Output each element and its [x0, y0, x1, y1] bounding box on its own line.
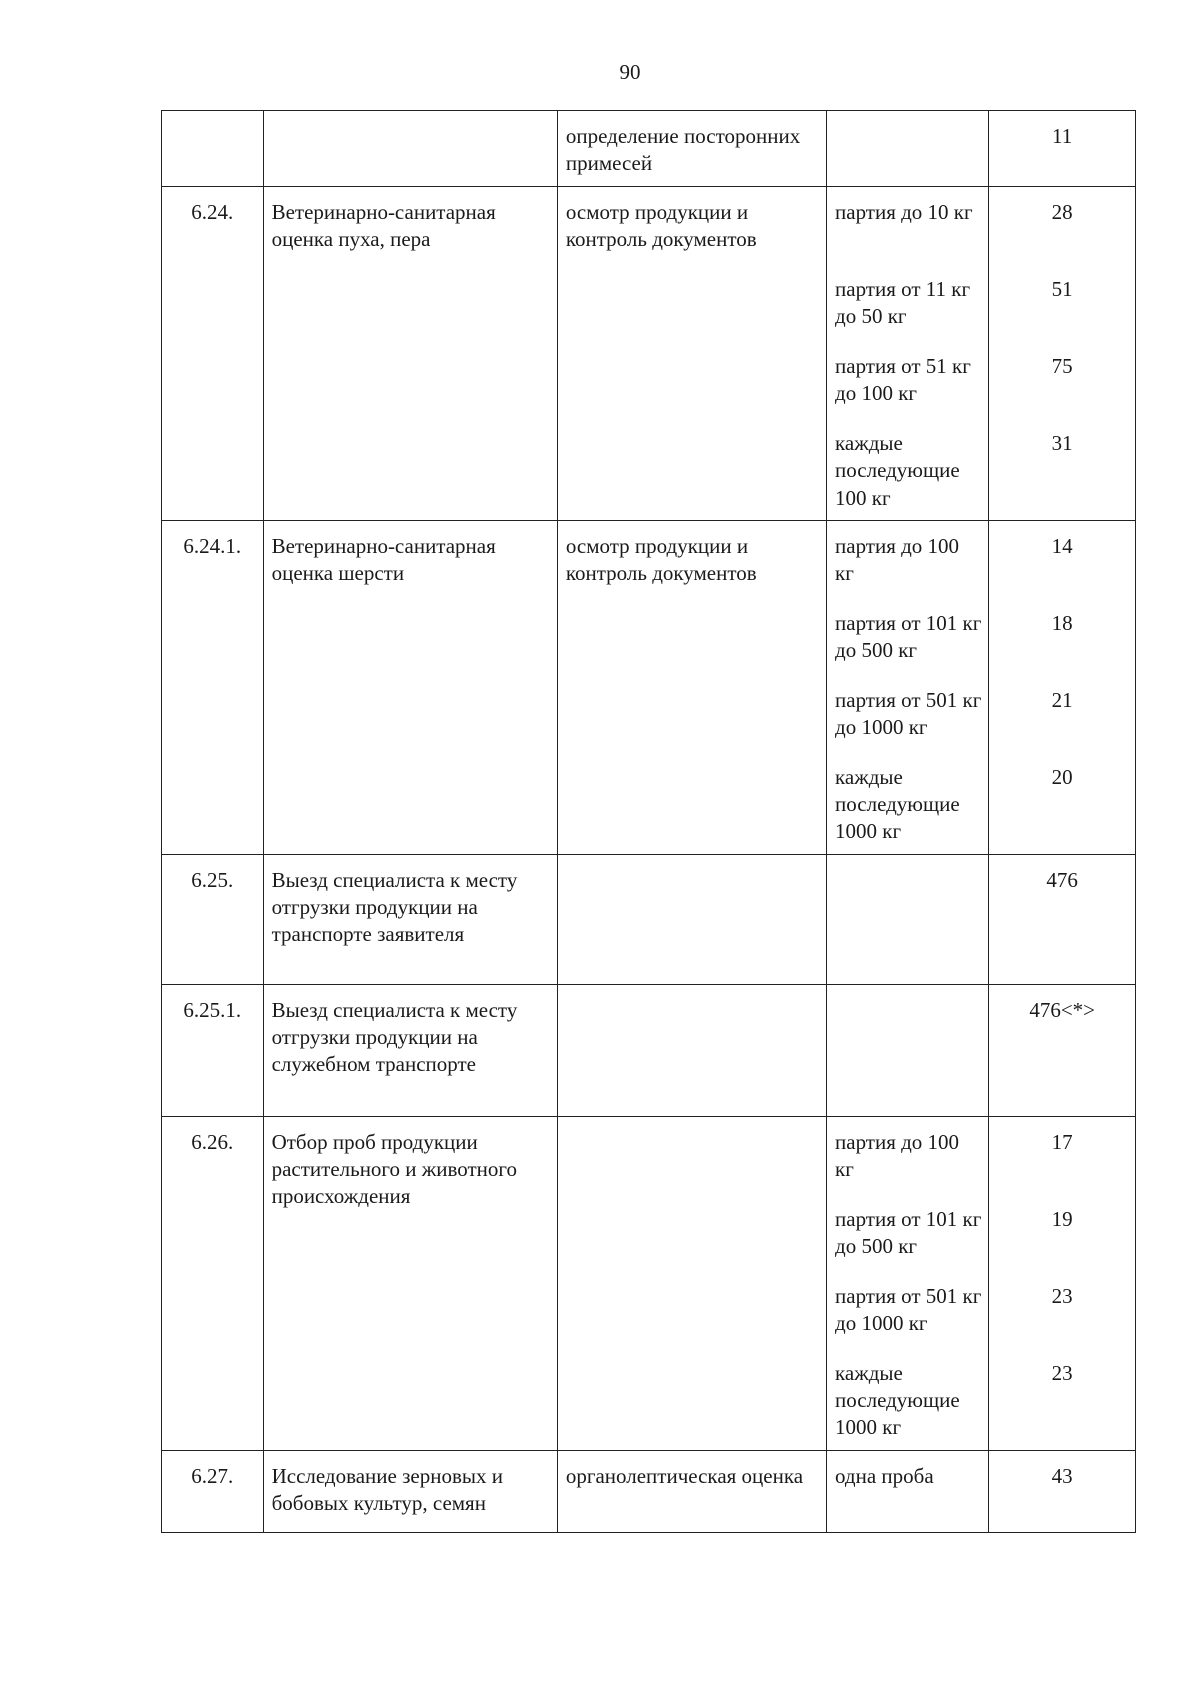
service-name: Выезд специалиста к месту отгрузки продукции на транспорте заявителя	[263, 854, 557, 984]
table-row	[162, 111, 1136, 187]
conditions-cell	[827, 520, 989, 854]
prices-cell	[989, 520, 1136, 854]
method: осмотр продукции и контроль документов	[557, 520, 826, 854]
prices-cell	[989, 1116, 1136, 1450]
conditions-cell	[827, 984, 989, 1116]
tariff-table	[161, 110, 1136, 1533]
service-name: Отбор проб продукции растительного и животного происхождения	[263, 1116, 557, 1450]
table-row	[162, 1116, 1136, 1450]
row-number: 6.25.1.	[162, 984, 264, 1116]
condition: одна проба	[835, 1463, 934, 1488]
price: 23	[1051, 1283, 1073, 1308]
service-name	[263, 111, 557, 187]
conditions-cell	[827, 854, 989, 984]
price: 43	[1051, 1463, 1073, 1488]
condition	[827, 985, 988, 1005]
service-name: Исследование зерновых и бобовых культур, семян	[263, 1450, 557, 1532]
method: органолептическая оценка	[557, 1450, 826, 1532]
row-number: 6.27.	[162, 1450, 264, 1532]
price: 14	[1051, 533, 1073, 558]
price: 75	[1051, 354, 1073, 378]
condition: партия до 100 кг	[835, 533, 960, 586]
condition: каждые последующие 1000 кг	[835, 1360, 960, 1440]
condition: каждые последующие 100 кг	[835, 431, 960, 510]
service-name: Ветеринарно-санитарная оценка пуха, пера	[263, 187, 557, 521]
price: 18	[1051, 610, 1073, 635]
method	[557, 1116, 826, 1450]
condition	[827, 855, 988, 875]
service-name: Выезд специалиста к месту отгрузки продукции на служебном транспорте	[263, 984, 557, 1116]
service-name: Ветеринарно-санитарная оценка шерсти	[263, 520, 557, 854]
condition: партия до 100 кг	[835, 1129, 960, 1182]
method: осмотр продукции и контроль документов	[557, 187, 826, 521]
conditions-cell	[827, 187, 989, 521]
condition: партия от 11 кг до 50 кг	[835, 277, 971, 329]
condition: партия от 101 кг до 500 кг	[835, 1206, 982, 1259]
price: 11	[1052, 124, 1073, 148]
price: 51	[1051, 277, 1073, 301]
row-number	[162, 111, 264, 187]
prices-cell	[989, 984, 1136, 1116]
prices-cell	[989, 187, 1136, 521]
prices-cell	[989, 854, 1136, 984]
condition: каждые последующие 1000 кг	[835, 764, 960, 844]
table-row	[162, 854, 1136, 984]
condition	[827, 111, 988, 131]
method	[557, 984, 826, 1116]
price: 17	[1051, 1129, 1073, 1154]
conditions-cell	[827, 1450, 989, 1532]
price: 476<*>	[1029, 997, 1096, 1022]
method	[557, 854, 826, 984]
conditions-cell	[827, 1116, 989, 1450]
table-row	[162, 984, 1136, 1116]
price: 31	[1051, 431, 1073, 455]
row-number: 6.24.1.	[162, 520, 264, 854]
condition: партия до 10 кг	[835, 200, 973, 224]
price: 20	[1051, 764, 1073, 789]
row-number: 6.24.	[162, 187, 264, 521]
condition: партия от 501 кг до 1000 кг	[835, 687, 982, 740]
prices-cell	[989, 111, 1136, 187]
condition: партия от 51 кг до 100 кг	[835, 354, 971, 406]
price: 23	[1051, 1360, 1073, 1385]
condition: партия от 101 кг до 500 кг	[835, 610, 982, 663]
table-row	[162, 1450, 1136, 1532]
table-row	[162, 187, 1136, 521]
row-number: 6.26.	[162, 1116, 264, 1450]
row-number: 6.25.	[162, 854, 264, 984]
page-number: 90	[619, 60, 641, 84]
table-row	[162, 520, 1136, 854]
prices-cell	[989, 1450, 1136, 1532]
condition: партия от 501 кг до 1000 кг	[835, 1283, 982, 1336]
price: 476	[1046, 867, 1078, 892]
price: 19	[1051, 1206, 1073, 1231]
price: 21	[1051, 687, 1073, 712]
conditions-cell	[827, 111, 989, 187]
method: определение посторонних примесей	[557, 111, 826, 187]
price: 28	[1051, 200, 1073, 224]
